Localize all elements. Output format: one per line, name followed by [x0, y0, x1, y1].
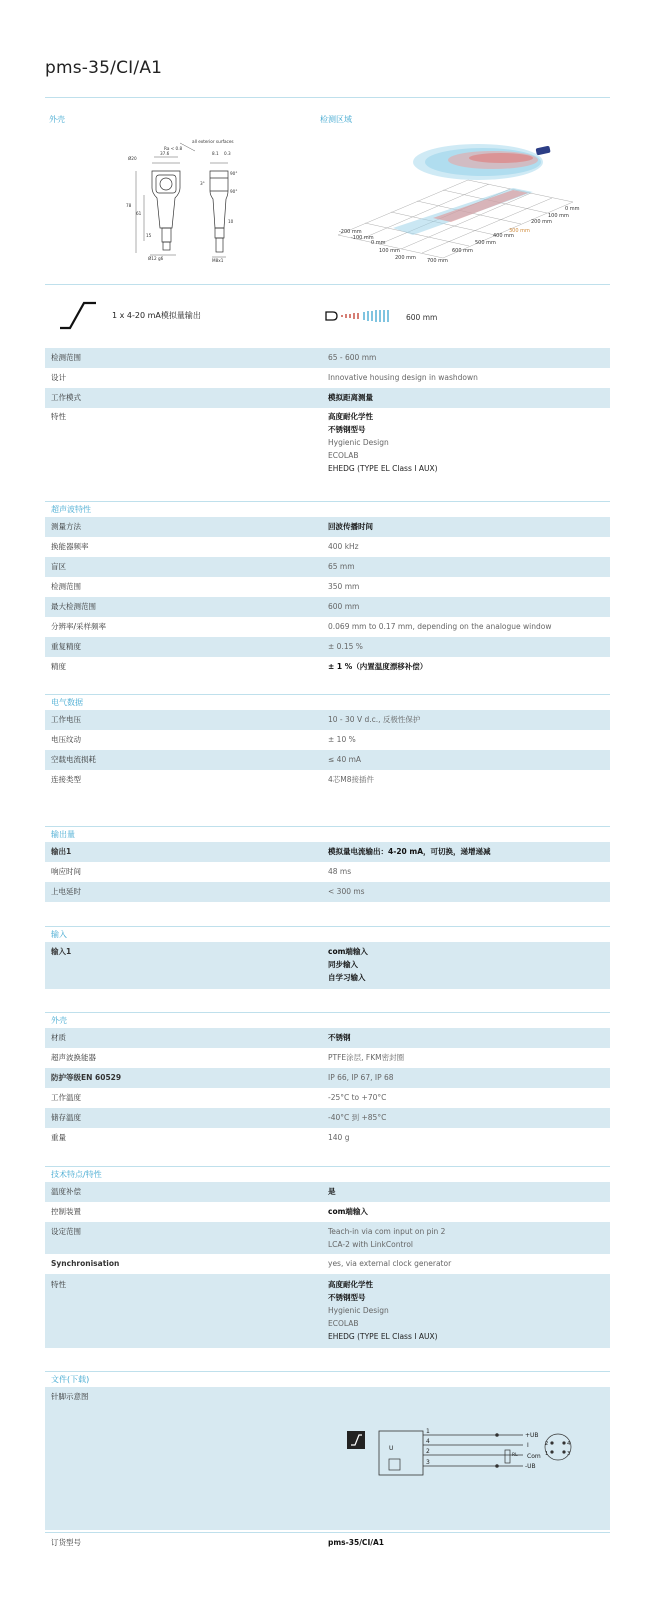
drawing-d1: Ø20 — [128, 156, 137, 161]
table-row: 工作电压 10 - 30 V d.c., 反极性保护 — [45, 710, 610, 730]
wiring-p3: 3 — [426, 1459, 430, 1466]
table-row: 连接类型 4芯M8接插件 — [51, 775, 375, 784]
drawing-h1: 78 — [126, 203, 132, 208]
table-row: 设计 Innovative housing design in washdown — [51, 373, 478, 382]
section-title: 技术特点/特性 — [45, 1166, 610, 1182]
zone-l0: 0 mm — [371, 240, 386, 246]
section-title: 文件(下载) — [45, 1371, 610, 1387]
input-section — [45, 926, 610, 989]
table-row: 设定范围 Teach-in via com input on pin 2 LCA-2 with LinkControl — [45, 1222, 610, 1254]
order-label: 订货型号 — [51, 1538, 81, 1547]
section-title: 外壳 — [45, 1012, 610, 1028]
table-row: 防护等级EN 60529 IP 66, IP 67, IP 68 — [45, 1068, 610, 1088]
zone-l100: -100 mm — [351, 235, 374, 241]
wiring-diagram — [345, 1425, 575, 1483]
drawing-d4: 0.3 — [224, 151, 231, 156]
drawing-b2: M8x1 — [212, 258, 224, 263]
table-row: 检测范围 65 - 600 mm — [45, 348, 610, 368]
table-row: Synchronisation yes, via external clock generator — [51, 1259, 452, 1268]
table-row: 响应时间 48 ms — [51, 867, 352, 876]
table-row: 特性 高度耐化学性 不锈钢型号 Hygienic Design ECOLAB EHEDG (TYPE EL Class I AUX) — [51, 412, 438, 473]
table-row: 超声波换能器 PTFE涂层, FKM密封圈 — [51, 1053, 405, 1062]
zone-r400: 400 mm — [493, 233, 514, 239]
section-title: 超声波特性 — [45, 501, 610, 517]
wiring-c1: 1 — [545, 1451, 549, 1457]
pin-diagram-panel — [45, 1387, 610, 1530]
section-title: 输入 — [45, 926, 610, 942]
housing-section — [45, 1012, 610, 1148]
table-row: 工作模式 模拟距离测量 — [45, 388, 610, 408]
drawing-h3: 10 — [228, 219, 234, 224]
general-section — [45, 348, 610, 478]
table-row: 重量 140 g — [51, 1133, 350, 1142]
range-text: 600 mm — [406, 313, 438, 322]
drawing-h2: 61 — [136, 211, 142, 216]
zone-z600: 600 mm — [452, 248, 473, 254]
zone-l100p: 100 mm — [379, 248, 400, 254]
drawing-a2: 90° — [230, 171, 238, 176]
table-row: 检测范围 350 mm — [51, 582, 360, 591]
zone-z700: 700 mm — [427, 258, 448, 264]
table-row: 空载电流损耗 ≤ 40 mA — [45, 750, 610, 770]
drawing-note: all exterior surfaces — [192, 139, 234, 144]
wiring-ub-minus: -UB — [525, 1463, 536, 1470]
zone-l200: -200 mm — [339, 229, 362, 235]
drawing-d2: 37.6 — [160, 151, 170, 156]
wiring-p1: 1 — [426, 1428, 430, 1435]
zone-r500: 500 mm — [475, 240, 496, 246]
docs-section — [45, 1371, 610, 1552]
section-title: 输出量 — [45, 826, 610, 842]
wiring-i: I — [527, 1442, 529, 1449]
wiring-com: Com — [527, 1453, 541, 1460]
table-row: 上电延时 < 300 ms — [45, 882, 610, 902]
table-row: 特性 高度耐化学性 不锈钢型号 Hygienic Design ECOLAB EHEDG (TYPE EL Class I AUX) — [45, 1274, 610, 1348]
drawing-ra: Ra < 0.8 — [164, 146, 183, 151]
table-row: 重复精度 ± 0.15 % — [45, 637, 610, 657]
ultrasonic-section — [45, 501, 610, 677]
drawing-h4: 15 — [146, 233, 152, 238]
table-row: 工作温度 -25°C to +70°C — [51, 1093, 387, 1102]
wiring-c4: 4 — [567, 1441, 571, 1447]
wiring-u: U — [389, 1445, 394, 1452]
order-value: pms-35/CI/A1 — [328, 1538, 384, 1547]
table-row: 温度补偿 是 — [45, 1182, 610, 1202]
zone-r100: 100 mm — [548, 213, 569, 219]
table-row: 电压纹动 ± 10 % — [51, 735, 356, 744]
zone-r0: 0 mm — [565, 206, 580, 212]
zone-r200: 200 mm — [531, 219, 552, 225]
table-row: 测量方法 回波传播时间 — [45, 517, 610, 537]
divider — [45, 284, 610, 285]
drawing-d3: 8.1 — [212, 151, 219, 156]
analog-output-icon — [58, 300, 98, 330]
housing-drawing — [120, 133, 250, 268]
wiring-c3: 3 — [567, 1451, 571, 1457]
pin-label: 针脚示意图 — [51, 1392, 89, 1401]
wiring-c2: 2 — [545, 1441, 549, 1447]
table-row: 输出1 模拟量电流输出：4-20 mA，可切换，递增递减 — [45, 842, 610, 862]
drawing-a1: 3° — [200, 181, 205, 186]
table-row — [45, 1532, 610, 1552]
table-row: 储存温度 -40°C 到 +85°C — [45, 1108, 610, 1128]
sensor-range-icon — [325, 309, 397, 323]
table-row: 控制装置 com端输入 — [51, 1207, 368, 1216]
detection-zone-diagram — [333, 140, 588, 270]
table-row: 材质 不锈钢 — [45, 1028, 610, 1048]
drawing-a3: 90° — [230, 189, 238, 194]
table-row: 盲区 65 mm — [45, 557, 610, 577]
table-row: 输入1 com端输入 同步输入 自学习输入 — [45, 942, 610, 989]
wiring-ub-plus: +UB — [525, 1432, 539, 1439]
section-title: 电气数据 — [45, 694, 610, 710]
detection-zone-label: 检测区域 — [320, 115, 352, 124]
page-title: pms-35/CI/A1 — [45, 58, 163, 78]
zone-r300: 300 mm — [509, 228, 530, 234]
wiring-p4: 4 — [426, 1438, 430, 1445]
housing-label: 外壳 — [49, 115, 65, 124]
tech-section — [45, 1166, 610, 1348]
table-row: 换能器频率 400 kHz — [51, 542, 359, 551]
wiring-rl: RL — [512, 1453, 518, 1458]
wiring-p2: 2 — [426, 1448, 430, 1455]
zone-l200p: 200 mm — [395, 255, 416, 261]
divider — [45, 97, 610, 98]
table-row: 精度 ± 1 %（内置温度漂移补偿） — [51, 662, 428, 671]
output-section — [45, 826, 610, 902]
electrical-section — [45, 694, 610, 790]
output-description: 1 x 4-20 mA模拟量输出 — [112, 311, 201, 320]
drawing-b1: Ø12 g6 — [148, 256, 164, 261]
table-row: 最大检测范围 600 mm — [45, 597, 610, 617]
table-row: 分辨率/采样频率 0.069 mm to 0.17 mm, depending on the analogue window — [51, 622, 552, 631]
